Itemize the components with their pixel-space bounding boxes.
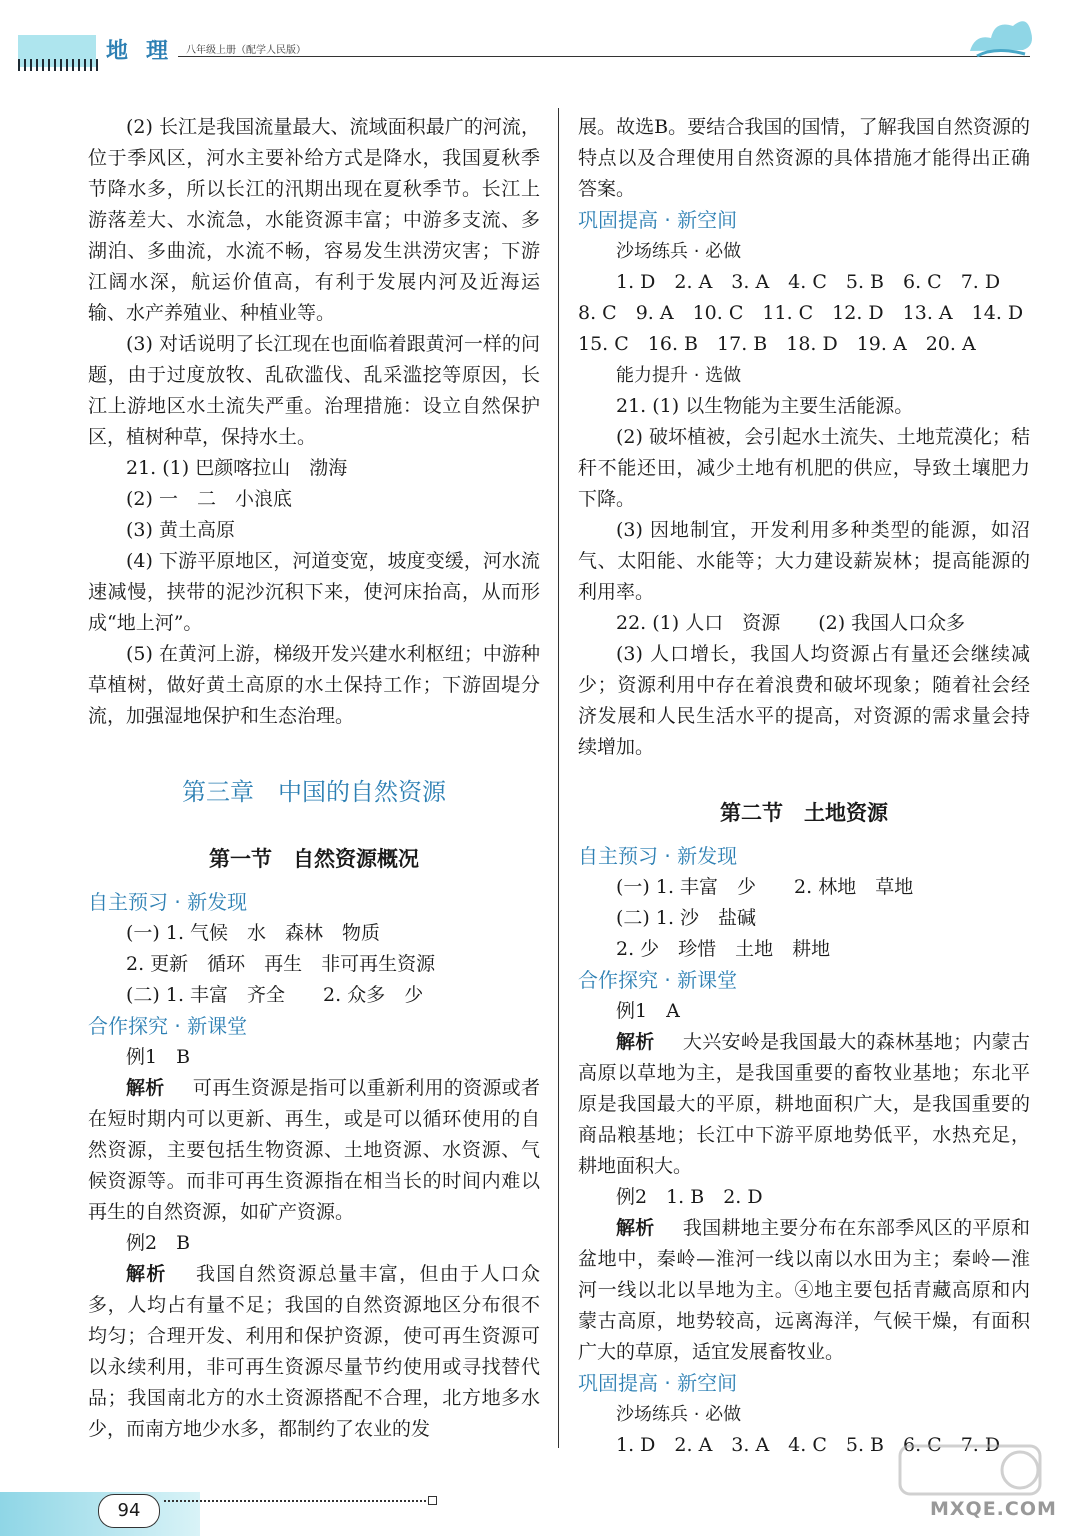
answer-line: 2. 更新 循环 再生 非可再生资源	[126, 953, 436, 975]
answer-key-row: 8. C 9. A 10. C 11. C 12. D 13. A 14. D	[578, 302, 1024, 324]
answer-line: (二) 1. 沙 盐碱	[616, 907, 757, 929]
analysis-paragraph	[88, 1259, 540, 1445]
analysis-text: 大兴安岭是我国最大的森林基地；内蒙古高原以草地为主，是我国重要的畜牧业基地；东北平原是我国最大的平原，耕地面积广大，是我国重要的商品粮基地；长江中下游平原地势低平，水热充足，耕地面积大。	[578, 1031, 1030, 1177]
preview-heading: 自主预习 · 新发现	[578, 844, 738, 868]
analysis-continuation: 展。故选B。要结合我国的国情，了解我国自然资源的特点以及合理使用自然资源的具体措施才能得出正确答案。	[578, 116, 1030, 200]
answer-line: 22. (1) 人口 资源 (2) 我国人口众多	[616, 612, 966, 634]
header-rule	[178, 56, 1030, 57]
answer-paragraph: (5) 在黄河上游，梯级开发兴建水利枢纽；中游种草植树，做好黄土高原的水土保持工作；下游固堤分流，加强湿地保护和生态治理。	[88, 643, 540, 727]
section-title: 第一节 自然资源概况	[209, 847, 419, 871]
left-column	[88, 112, 540, 1445]
answer-paragraph: (2) 破坏植被，会引起水土流失、土地荒漠化；秸秆不能还田，减少土地有机肥的供应，导致土壤肥力下降。	[578, 426, 1030, 510]
answer-line: (2) 一 二 小浪底	[126, 488, 292, 510]
answer-line: (一) 1. 气候 水 森林 物质	[126, 922, 381, 944]
drill-subheading: 沙场练兵 · 必做	[616, 241, 742, 262]
answer-paragraph: (3) 对话说明了长江现在也面临着跟黄河一样的问题，由于过度放牧、乱砍滥伐、乱采滥挖等原因，长江上游地区水土流失严重。治理措施：设立自然保护区，植树种草，保持水土。	[88, 333, 540, 448]
answer-line: 21. (1) 巴颜喀拉山 渤海	[126, 457, 348, 479]
analysis-label: 解析	[616, 1031, 655, 1053]
footer-square-marker	[428, 1496, 437, 1505]
answer-line: (二) 1. 丰富 齐全 2. 众多 少	[126, 984, 424, 1006]
cloud-decoration-icon	[965, 6, 1035, 64]
drill-subheading: 沙场练兵 · 必做	[616, 1404, 742, 1425]
watermark-text: MXQE.COM	[930, 1498, 1057, 1520]
answer-paragraph: (3) 人口增长，我国人均资源占有量还会继续减少；资源利用中存在着浪费和破坏现象；随着社会经济发展和人民生活水平的提高，对资源的需求量会持续增加。	[578, 643, 1030, 758]
page-header	[0, 0, 1065, 80]
answer-paragraph: (2) 长江是我国流量最大、流域面积最广的河流，位于季风区，河水主要补给方式是降水，我国夏秋季节降水多，所以长江的汛期出现在夏秋季节。长江上游落差大、水流急，水能资源丰富；中游多支流、多湖泊、多曲流，水流不畅，容易发生洪涝灾害；下游江阔水深，航运价值高，有利于发展内河及近海运输、水产养殖业、种植业等。	[88, 116, 540, 324]
analysis-label: 解析	[616, 1217, 655, 1239]
analysis-paragraph	[88, 1073, 540, 1228]
explore-heading: 合作探究 · 新课堂	[88, 1014, 248, 1038]
answer-key-row: 1. D 2. A 3. A 4. C 5. B 6. C 7. D	[616, 1434, 1001, 1456]
analysis-text: 我国耕地主要分布在东部季风区的平原和盆地中，秦岭—淮河一线以南以水田为主；秦岭—淮河一线以北以旱地为主。④地主要包括青藏高原和内蒙古高原，地势较高，远离海洋，气候干燥，有面积广大的草原，适宜发展畜牧业。	[578, 1217, 1030, 1363]
example-answer: 例1 B	[126, 1046, 191, 1068]
header-tick-strip	[18, 59, 102, 71]
chapter-title: 第三章 中国的自然资源	[182, 778, 446, 806]
example-answer: 例2 B	[126, 1232, 191, 1254]
answer-line: 21. (1) 以生物能为主要生活能源。	[616, 395, 914, 417]
section-title: 第二节 土地资源	[720, 801, 888, 825]
preview-heading: 自主预习 · 新发现	[88, 890, 248, 914]
analysis-text: 可再生资源是指可以重新利用的资源或者在短时期内可以更新、再生，或是可以循环使用的自然资源，主要包括生物资源、土地资源、水资源、气候资源等。而非可再生资源指在相当长的时间内难以再生的自然资源，如矿产资源。	[88, 1077, 540, 1223]
consolidate-heading: 巩固提高 · 新空间	[578, 208, 738, 232]
answer-line: 2. 少 珍惜 土地 耕地	[616, 938, 831, 960]
answer-key-row: 1. D 2. A 3. A 4. C 5. B 6. C 7. D	[616, 271, 1001, 293]
analysis-label: 解析	[126, 1263, 167, 1285]
analysis-text: 我国自然资源总量丰富，但由于人口众多，人均占有量不足；我国的自然资源地区分布很不均匀；合理开发、利用和保护资源，使可再生资源可以永续利用，非可再生资源尽量节约使用或寻找替代品；我国南北方的水土资源搭配不合理，北方地多水少，而南方地少水多，都制约了农业的发	[88, 1263, 540, 1440]
analysis-paragraph	[578, 1213, 1030, 1368]
consolidate-heading: 巩固提高 · 新空间	[578, 1371, 738, 1395]
answer-paragraph: (4) 下游平原地区，河道变宽，坡度变缓，河水流速减慢，挟带的泥沙沉积下来，使河床抬高，从而形成“地上河”。	[88, 550, 540, 634]
analysis-label: 解析	[126, 1077, 165, 1099]
edition-label: 八年级上册（配学人民版）	[186, 45, 306, 56]
analysis-paragraph	[578, 1027, 1030, 1182]
explore-heading: 合作探究 · 新课堂	[578, 968, 738, 992]
answer-key-row: 15. C 16. B 17. B 18. D 19. A 20. A	[578, 333, 976, 355]
subject-title: 地理	[106, 39, 187, 64]
answer-paragraph: (3) 因地制宜，开发利用多种类型的能源，如沼气、太阳能、水能等；大力建设薪炭林；提高能源的利用率。	[578, 519, 1030, 603]
right-column	[578, 112, 1030, 1461]
page-number: 94	[98, 1494, 160, 1528]
footer-dotted-line	[164, 1500, 426, 1502]
ability-subheading: 能力提升 · 选做	[616, 365, 742, 386]
column-divider	[558, 108, 559, 1448]
example-answer: 例1 A	[616, 1000, 680, 1022]
example-answer: 例2 1. B 2. D	[616, 1186, 763, 1208]
answer-line: (一) 1. 丰富 少 2. 林地 草地	[616, 876, 914, 898]
answer-line: (3) 黄土高原	[126, 519, 235, 541]
